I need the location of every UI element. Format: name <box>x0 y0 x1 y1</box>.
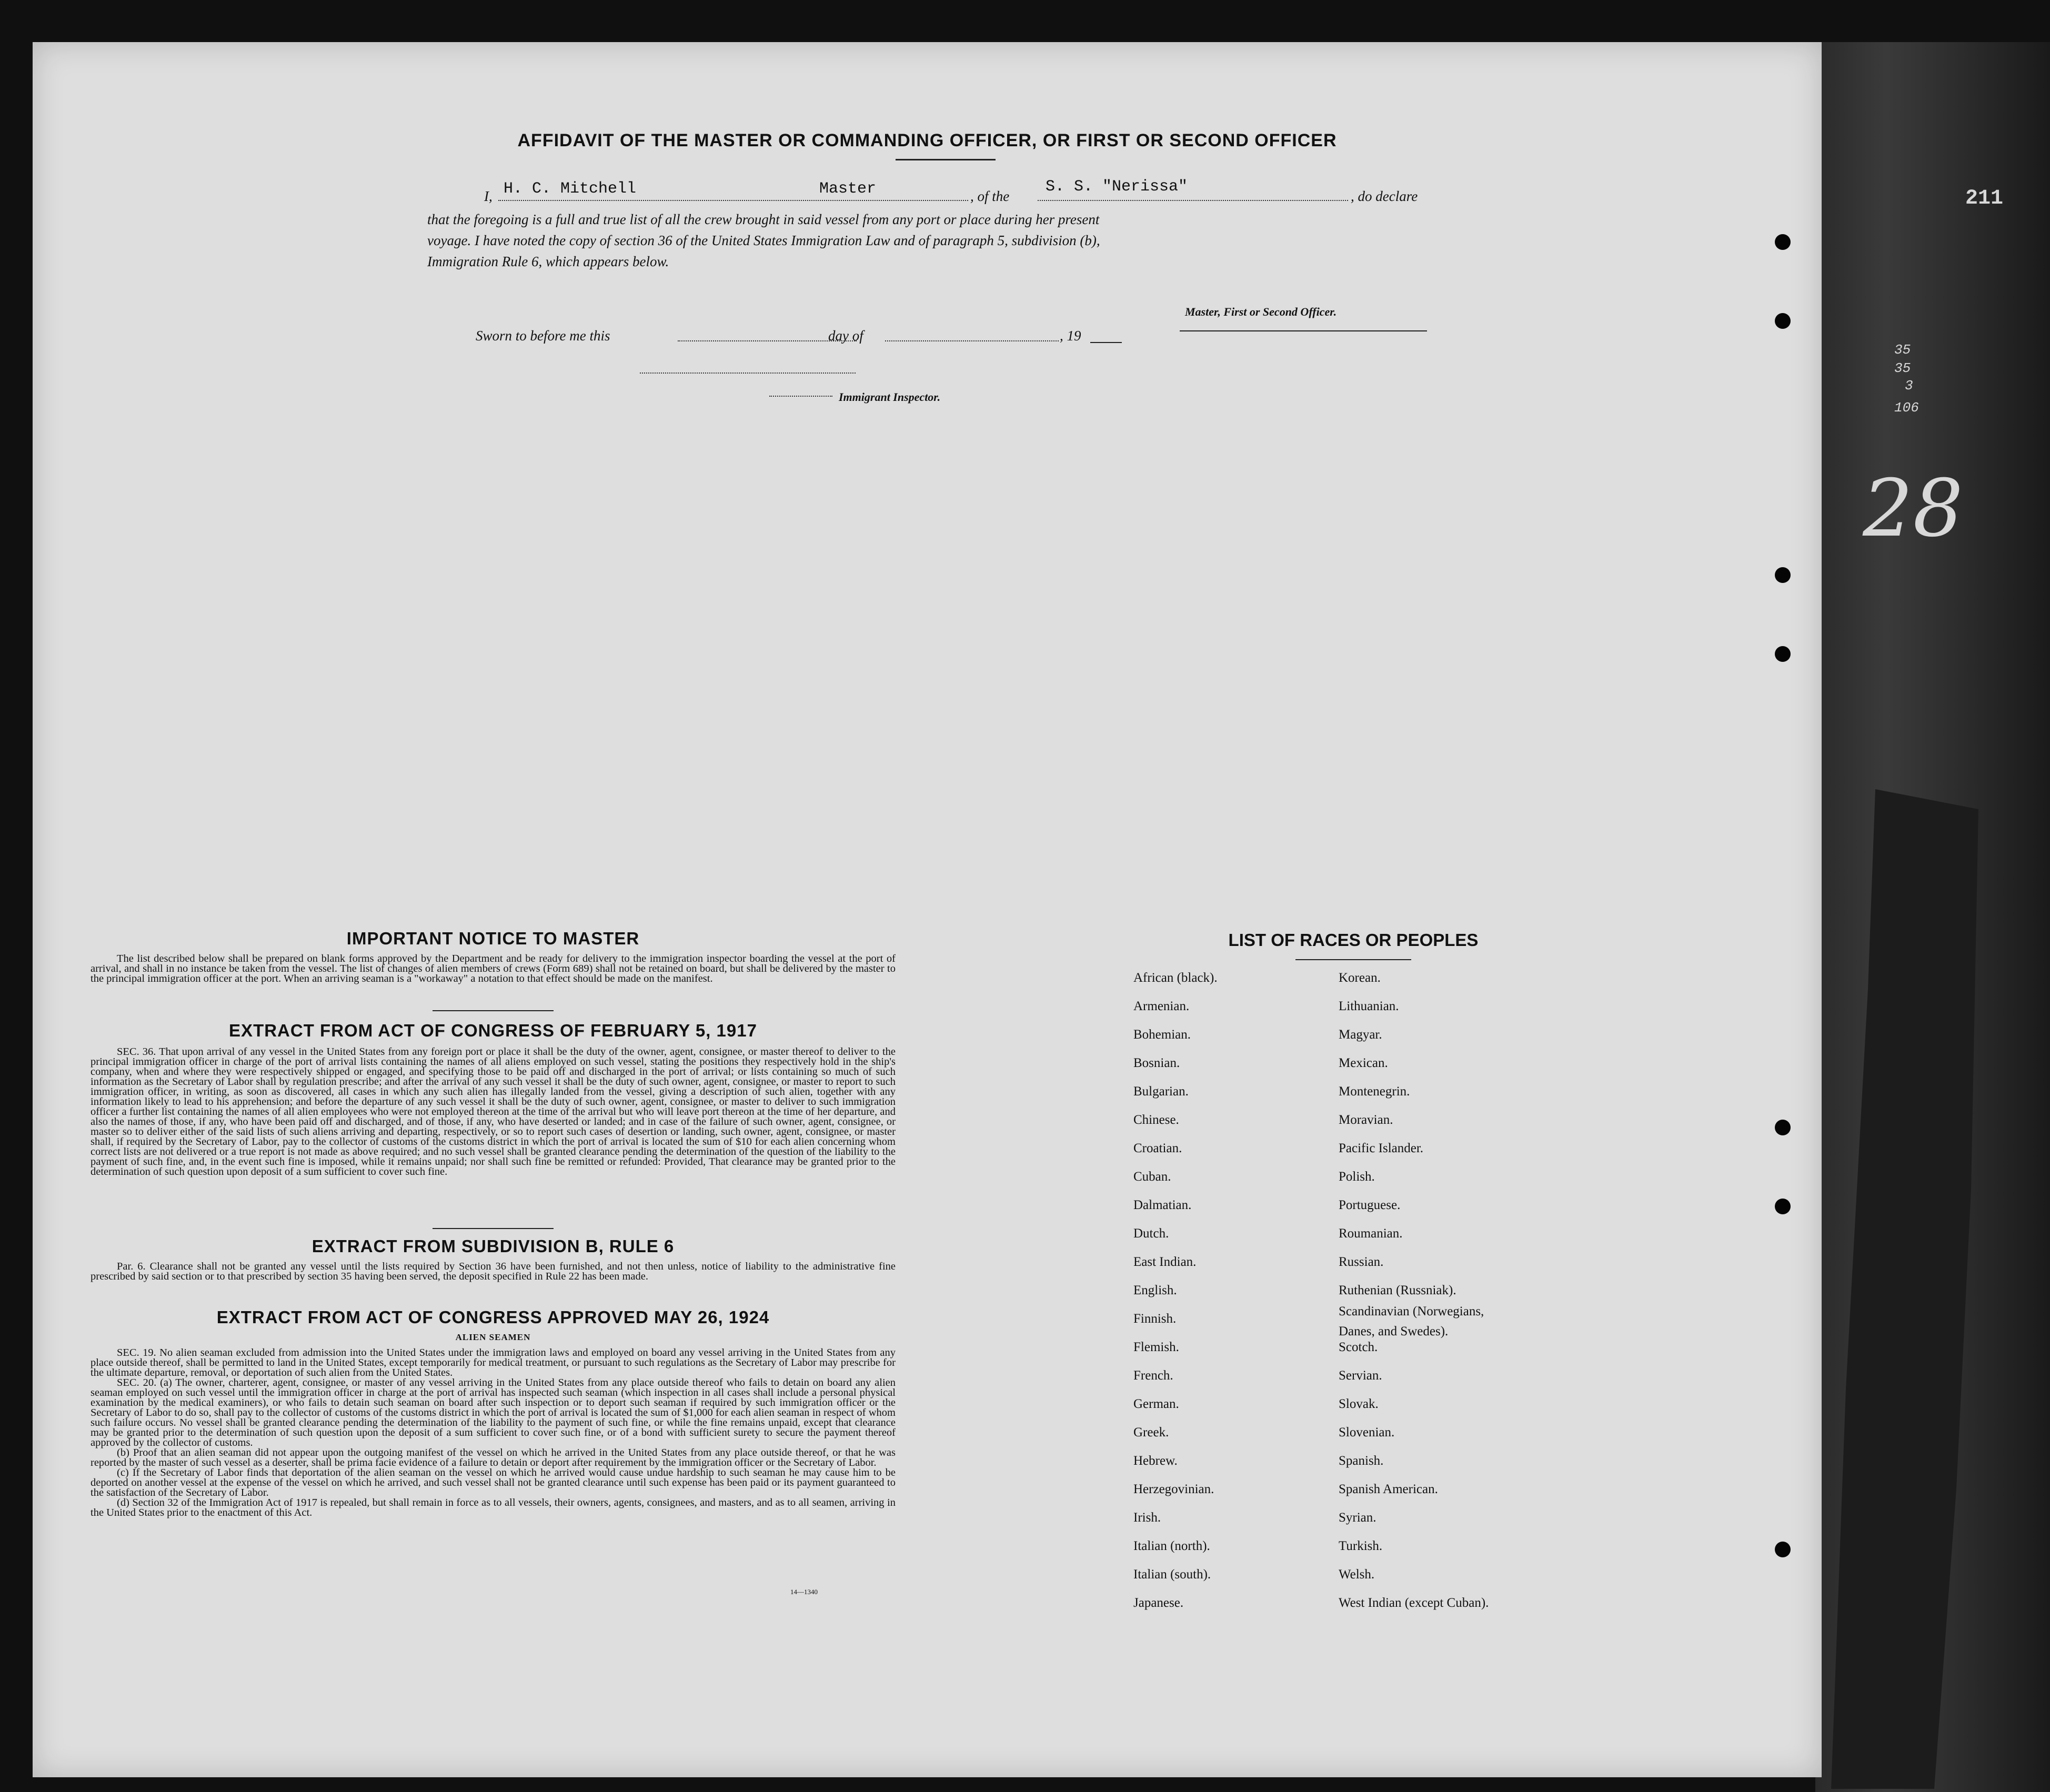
form-number: 14—1340 <box>790 1588 818 1596</box>
race-item: Chinese. <box>1133 1113 1179 1127</box>
race-item: Italian (south). <box>1133 1567 1211 1582</box>
race-item: Hebrew. <box>1133 1454 1178 1468</box>
inspector-line-1 <box>640 373 856 374</box>
race-item: East Indian. <box>1133 1255 1197 1269</box>
race-item: Montenegrin. <box>1339 1084 1410 1099</box>
race-item: German. <box>1133 1397 1179 1411</box>
vessel-line <box>1038 200 1348 201</box>
race-item: Mexican. <box>1339 1056 1388 1070</box>
race-item: West Indian (except Cuban). <box>1339 1596 1489 1610</box>
notice-rule <box>433 1010 554 1011</box>
race-item: Irish. <box>1133 1511 1161 1525</box>
race-item: Dalmatian. <box>1133 1198 1192 1212</box>
punch-hole <box>1775 1542 1791 1557</box>
race-item: Turkish. <box>1339 1539 1383 1553</box>
inspector-caption: Immigrant Inspector. <box>839 390 941 404</box>
race-item: Scandinavian (Norwegians, <box>1339 1304 1484 1318</box>
race-item: Servian. <box>1339 1368 1382 1383</box>
extract-1917-title: EXTRACT FROM ACT OF CONGRESS OF FEBRUARY 5, 1917 <box>229 1021 757 1040</box>
inspector-line-2 <box>769 396 832 397</box>
races-rule <box>1295 959 1411 960</box>
punch-hole <box>1775 1120 1791 1135</box>
punch-hole <box>1775 567 1791 583</box>
race-item: Lithuanian. <box>1339 999 1399 1013</box>
extract-1924-subtitle: ALIEN SEAMEN <box>455 1332 531 1342</box>
extract-1924-title: EXTRACT FROM ACT OF CONGRESS APPROVED MAY 26, 1924 <box>216 1307 770 1327</box>
extract-1924-sec20d: (d) Section 32 of the Immigration Act of 1917 is repealed, but shall remain in force as to all vessels, their owners, agents, consignees, and masters, and as to all seamen, arriving in the United States prior to the enactment of this Act. <box>91 1497 896 1518</box>
race-item: Cuban. <box>1133 1170 1171 1184</box>
manifest-page <box>33 42 1822 1777</box>
extract-1917-rule <box>433 1228 554 1229</box>
race-item: Scotch. <box>1339 1340 1378 1354</box>
race-item: Portuguese. <box>1339 1198 1401 1212</box>
tally-total: 106 <box>1894 400 1919 416</box>
punch-hole <box>1775 234 1791 250</box>
race-item: Polish. <box>1339 1170 1375 1184</box>
extract-1924-body <box>91 1348 896 1518</box>
race-item: Pacific Islander. <box>1339 1141 1424 1155</box>
race-item: Bohemian. <box>1133 1028 1191 1042</box>
race-item: Roumanian. <box>1339 1226 1403 1241</box>
notice-text: The list described below shall be prepared on blank forms approved by the Department and be ready for delivery to the immigration inspector boarding the vessel at the port of arrival, and shall in no instance be taken from the vessel. The list of changes of alien members of crews (Form 689) shall not be retained on board, but shall be delivered by the master to the principal immigration officer at the port. When an arriving seaman is a "workaway" a notation to that effect should be made on the manifest. <box>91 953 896 984</box>
race-item: Russian. <box>1339 1255 1384 1269</box>
sworn-month-line <box>885 340 1059 341</box>
sworn-label: Sworn to before me this <box>476 328 610 344</box>
affidavit-body-line-1: that the foregoing is a full and true list of all the crew brought in said vessel from any port or place during her present <box>427 212 1100 227</box>
race-item: Finnish. <box>1133 1312 1177 1326</box>
tally-line-3: 3 <box>1905 378 1913 394</box>
race-item: Bulgarian. <box>1133 1084 1189 1099</box>
notice-title: IMPORTANT NOTICE TO MASTER <box>346 929 640 948</box>
rule6-text: Par. 6. Clearance shall not be granted any vessel until the lists required by Section 36 have been furnished, and not then unless, notice of liability to the administrative fine prescribed by said section or to that prescribed by section 35 having been served, the deposit specified in Rule 22 has been made. <box>91 1261 896 1282</box>
race-item: English. <box>1133 1283 1177 1297</box>
name-line <box>498 200 968 201</box>
of-the-label: , of the <box>970 188 1010 204</box>
race-item: Danes, and Swedes). <box>1339 1324 1449 1339</box>
race-item: French. <box>1133 1368 1173 1383</box>
race-item: Dutch. <box>1133 1226 1169 1241</box>
punch-hole <box>1775 1199 1791 1214</box>
race-item: Ruthenian (Russniak). <box>1339 1283 1456 1297</box>
affidavit-body-line-2: voyage. I have noted the copy of section 36 of the United States Immigration Law and of paragraph 5, subdivision (b), <box>427 233 1100 248</box>
extract-1924-sec20a: SEC. 20. (a) The owner, charterer, agent, consignee, or master of any vessel arriving in the United States from any place outside thereof who fails to detain on board any alien seaman employed on such vessel until the immigration officer in charge at the port of arrival has inspected such seaman (which inspection in all cases shall include a personal physical examination by the medical examiners), or who fails to detain such seaman on board after such inspection or to deport such seaman if required by such immigration officer or the Secretary of Labor to do so, shall pay to the collector of customs of the customs district in which the port of arrival is located the sum of $1,000 for each alien seaman in respect of whom such failure occurs. No vessel shall be granted clearance pending the determination of the liability to the payment of such fine, or while the fine remains unpaid, except that clearance may be granted prior to the determination of such question upon the deposit of a sum sufficient to cover such fine, or of a bond with sufficient surety to secure the payment thereof approved by the collector of customs. <box>91 1377 896 1448</box>
race-item: Bosnian. <box>1133 1056 1180 1070</box>
race-item: Japanese. <box>1133 1596 1184 1610</box>
year-prefix: , 19 <box>1060 328 1081 344</box>
master-name: H. C. Mitchell <box>504 180 637 198</box>
punch-hole <box>1775 646 1791 662</box>
title-rule <box>896 159 996 160</box>
tally-line-2: 35 <box>1894 360 1911 376</box>
race-item: African (black). <box>1133 971 1218 985</box>
race-item: Spanish. <box>1339 1454 1384 1468</box>
extract-1924-sec20c: (c) If the Secretary of Labor finds that deportation of the alien seaman on the vessel on which he arrived would cause undue hardship to such seaman he may cause him to be deported on another vessel at the expense of the vessel on which he arrived, and such vessel shall not be granted clearance until such expense has been paid or its payment guaranteed to the satisfaction of the Secretary of Labor. <box>91 1467 896 1498</box>
affidavit-title: AFFIDAVIT OF THE MASTER OR COMMANDING OFFICER, OR FIRST OR SECOND OFFICER <box>517 130 1337 150</box>
race-item: Croatian. <box>1133 1141 1182 1155</box>
extract-1924-sec19: SEC. 19. No alien seaman excluded from admission into the United States under the immigration laws and employed on board any vessel arriving in the United States from any place outside thereof, shall be permitted to land in the United States, except temporarily for medical treatment, or pursuant to such regulations as the Secretary of Labor may prescribe for the ultimate departure, removal, or deportation of such alien from the United States. <box>91 1347 896 1378</box>
race-item: Italian (north). <box>1133 1539 1210 1553</box>
race-item: Armenian. <box>1133 999 1190 1013</box>
rule6-body <box>91 1262 896 1282</box>
i-label: I, <box>484 188 493 204</box>
notice-body <box>91 954 896 984</box>
rule6-title: EXTRACT FROM SUBDIVISION B, RULE 6 <box>311 1236 675 1256</box>
race-item: Slovak. <box>1339 1397 1379 1411</box>
year-line <box>1090 342 1122 343</box>
extract-1924-sec20b: (b) Proof that an alien seaman did not appear upon the outgoing manifest of the vessel on which he arrived in the United States from any place outside thereof, or that he was reported by the master of such vessel as a deserter, shall be prima facie evidence of a failure to detain or deport after requirement by the immigration officer or the Secretary of Labor. <box>91 1447 896 1468</box>
page-number: 211 <box>1965 187 2004 210</box>
race-item: Spanish American. <box>1339 1482 1438 1496</box>
race-item: Greek. <box>1133 1425 1169 1439</box>
race-item: Moravian. <box>1339 1113 1393 1127</box>
race-item: Flemish. <box>1133 1340 1179 1354</box>
day-of-label: day of <box>828 328 863 344</box>
extract-1917-body <box>91 1047 896 1177</box>
extract-1917-text: SEC. 36. That upon arrival of any vessel in the United States from any foreign port or place it shall be the duty of the owner, agent, consignee, or master thereof to deliver to the principal immigration officer in charge of the port of arrival lists containing the names of all aliens employed on such vessel, stating the positions they respectively hold in the ship's company, when and where they were respectively shipped or engaged, and specifying those to be paid off and discharged in the port of arrival; or lists containing so much of such information as the Secretary of Labor shall by regulation prescribe; and after the arrival of any such vessel it shall be the duty of such owner, agent, consignee, or master to report to such immigration officer, in writing, as soon as discovered, all cases in which any such alien has illegally landed from the vessel, giving a description of such alien, together with any information likely to lead to his apprehension; and before the departure of any such vessel it shall be the duty of such owner, agent, consignee, or master to deliver to such immigration officer a further list containing the names of all alien employees who were not employed thereon at the time of the arrival but who will leave port thereon at the time of her departure, and also the names of those, if any, who have been paid off and discharged, and of those, if any, who have deserted or landed; and in case of the failure of such owner, agent, consignee, or master so to deliver either of the said lists of such aliens arriving and departing, respectively, or so to report such cases of desertion or landing, such owner, agent, consignee, or master shall, if required by the Secretary of Labor, pay to the collector of customs of the customs district in which the port of arrival is located the sum of $10 for each alien concerning whom correct lists are not delivered or a true report is not made as above required; and no such vessel shall be granted clearance pending the determination of the question of the liability to the payment of such fine, and, in the event such fine is imposed, while it remains unpaid; nor shall such fine be remitted or refunded: Provided, That clearance may be granted prior to the determination of such question upon deposit of a sum sufficient to cover such fine. <box>91 1046 896 1177</box>
race-item: Welsh. <box>1339 1567 1375 1582</box>
race-item: Korean. <box>1339 971 1381 985</box>
affidavit-body-line-3: Immigration Rule 6, which appears below. <box>427 254 669 269</box>
do-declare-label: , do declare <box>1351 188 1418 204</box>
signature-line <box>1180 330 1427 331</box>
vessel-name: S. S. "Nerissa" <box>1046 178 1188 196</box>
race-item: Magyar. <box>1339 1028 1382 1042</box>
punch-hole <box>1775 313 1791 329</box>
tally-line-1: 35 <box>1894 342 1911 358</box>
race-item: Slovenian. <box>1339 1425 1395 1439</box>
race-item: Herzegovinian. <box>1133 1482 1214 1496</box>
race-item: Syrian. <box>1339 1511 1376 1525</box>
margin-handwritten-number: 28 <box>1863 463 1963 555</box>
signature-caption: Master, First or Second Officer. <box>1185 305 1337 318</box>
races-title: LIST OF RACES OR PEOPLES <box>1228 930 1479 950</box>
master-rank: Master <box>819 180 877 198</box>
